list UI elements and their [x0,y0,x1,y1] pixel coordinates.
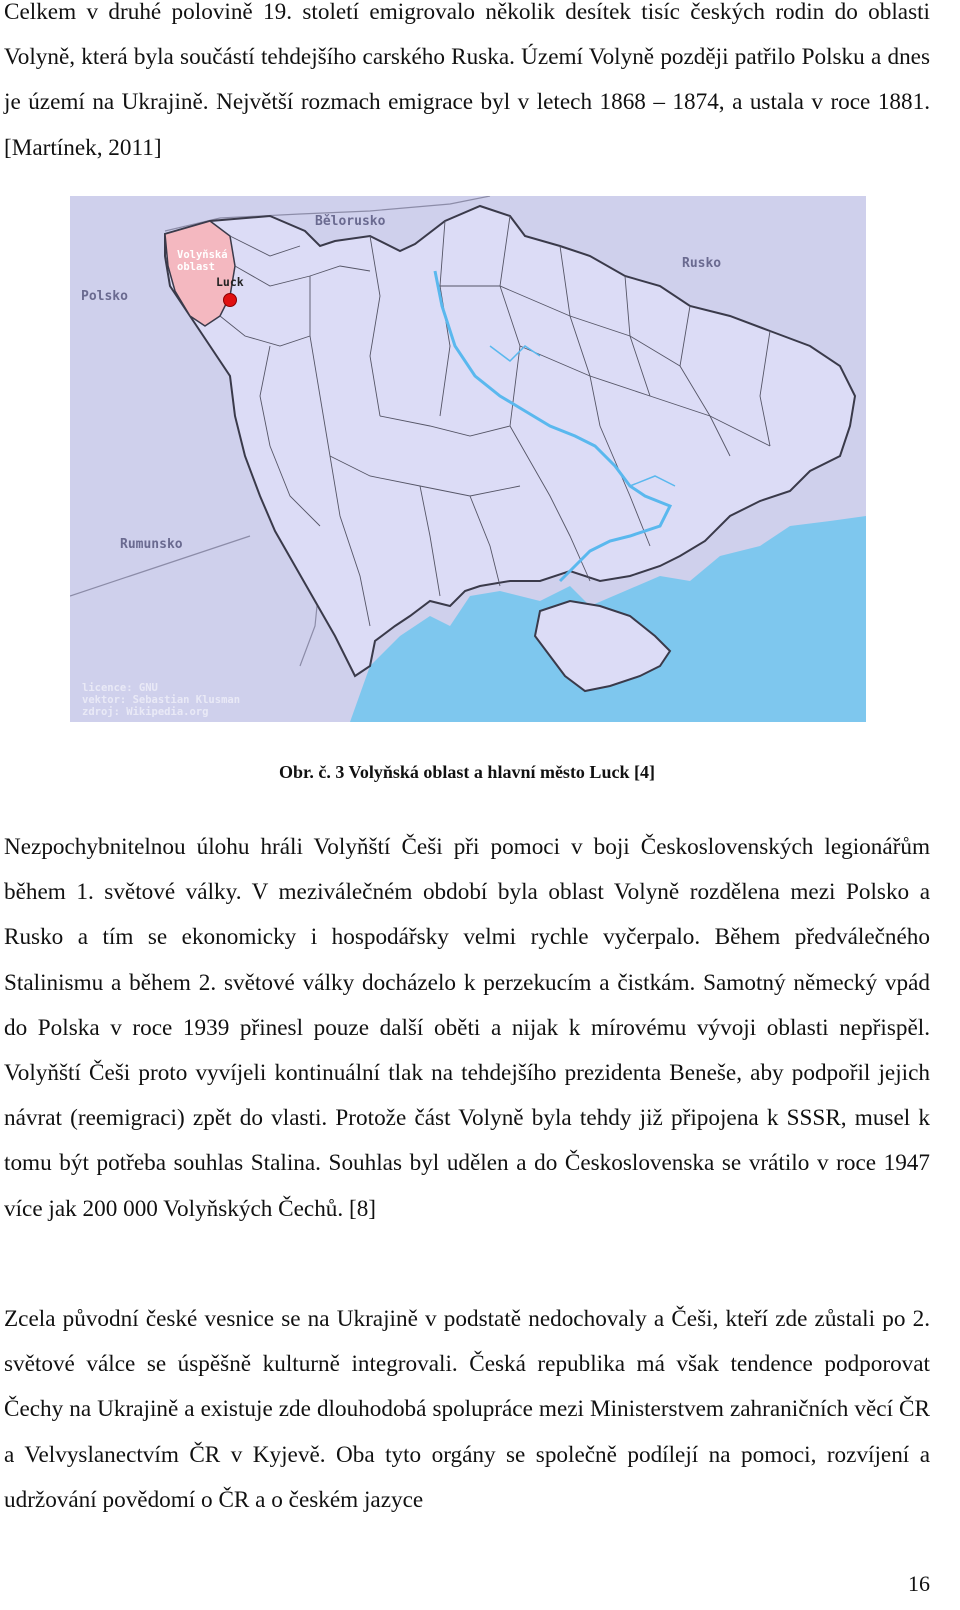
credit-line-2: vektor: Sebastian Klusman [82,694,241,706]
city-marker [224,294,237,307]
credit-line-3: zdroj: Wikipedia.org [82,706,209,718]
label-region-line1: Volyňská [177,249,228,261]
label-poland: Polsko [81,289,128,304]
label-russia: Rusko [682,256,722,271]
page-number: 16 [908,1571,930,1596]
label-romania: Rumunsko [120,537,183,552]
paragraph-present: Zcela původní české vesnice se na Ukrajině v podstatě nedochovaly a Češi, kteří zde zůstali po 2. světové válce se úspěšně kulturně integrovali. Česká republika má však tendence podporovat Čechy na Ukrajině a existuje zde dlouhodobá spolupráce mezi Ministerstvem zahraničních věcí ČR a Velvyslanectvím ČR v Kyjevě. Oba tyto orgány se společně podílejí na pomoci, rozvíjení a udržování povědomí o ČR a o českém jazyce [4,1306,930,1513]
map-figure [70,196,866,722]
label-belarus: Bělorusko [315,214,386,229]
credit-line-1: licence: GNU [82,682,158,694]
figure-caption: Obr. č. 3 Volyňská oblast a hlavní město Luck [4] [279,762,655,782]
paragraph-history: Nezpochybnitelnou úlohu hráli Volyňští Češi při pomoci v boji Československých legionářům během 1. světové války. V meziválečném období byla oblast Volyně rozdělena mezi Polsko a Rusko a tím se ekonomicky i hospodářsky velmi rychle vyčerpalo. Během předválečného Stalinismu a během 2. světové války docházelo k perzekucím a čistkám. Samotný německý vpád do Polska v roce 1939 přinesl pouze další oběti a nijak k mírovému vývoji oblasti nepřispěl. Volyňští Češi proto vyvíjeli kontinuální tlak na tehdejšího prezidenta Beneše, aby podpořil jejich návrat (reemigraci) zpět do vlasti. Protože část Volyně byla tehdy již připojena k SSSR, musel k tomu být potřeba souhlas Stalina. Souhlas byl udělen a do Československa se vrátilo v roce 1947 více jak 200 000 Volyňských Čechů. [8] [4,834,930,1222]
label-region-line2: oblast [177,261,215,273]
paragraph-intro: Celkem v druhé polovině 19. století emigrovalo několik desítek tisíc českých rodin do oblasti Volyně, která byla součástí tehdejšího carského Ruska. Území Volyně později patřilo Polsku a dnes je území na Ukrajině. Největší rozmach emigrace byl v letech 1868 – 1874, a ustala v roce 1881. [Martínek, 2011] [4,0,930,161]
label-city: Luck [216,275,244,289]
